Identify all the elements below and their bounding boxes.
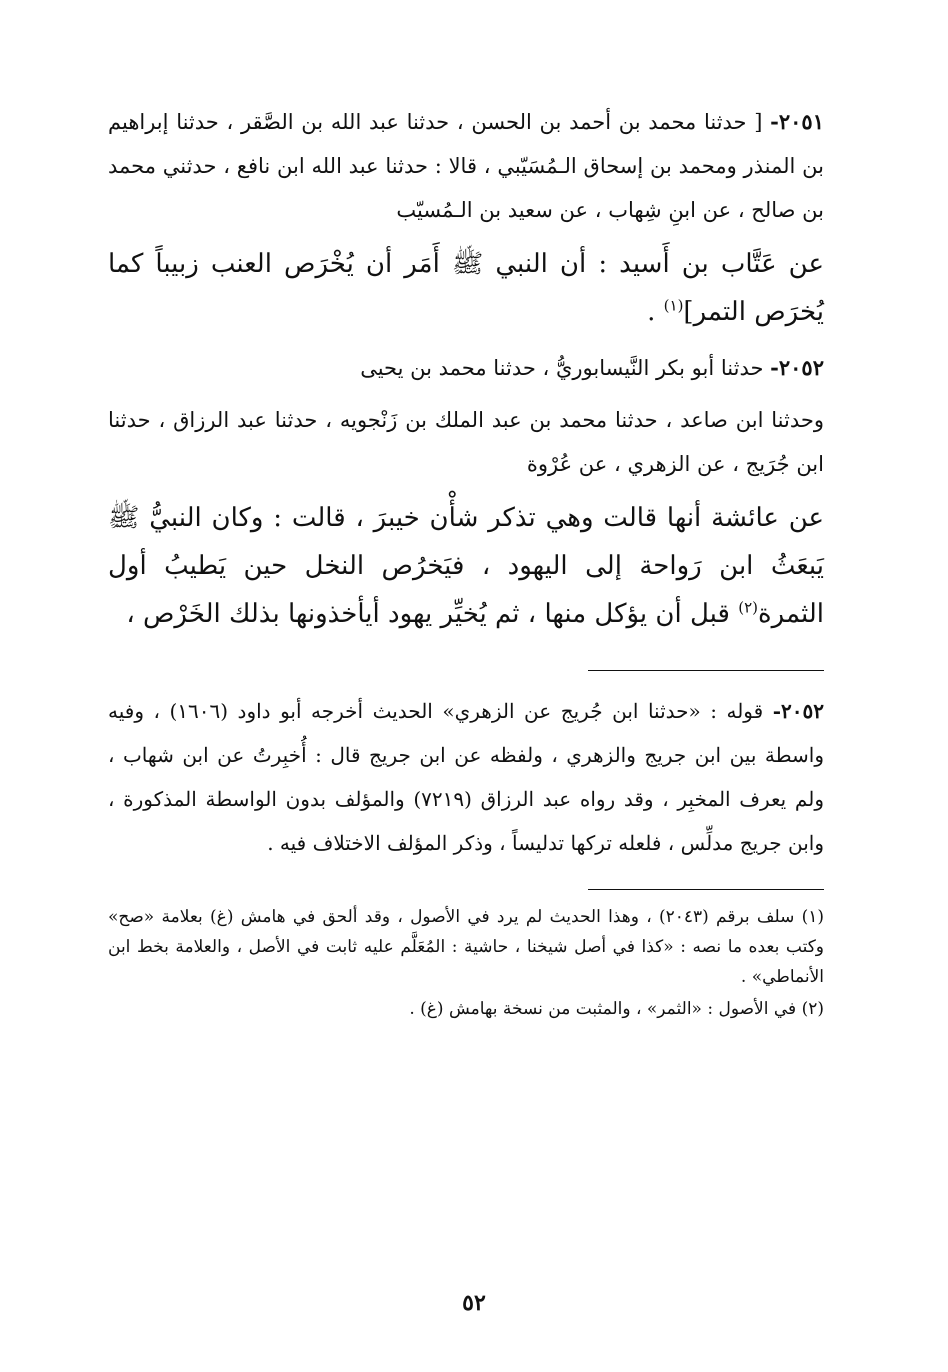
footnote-divider xyxy=(588,889,824,890)
isnad-text: [ حدثنا محمد بن أحمد بن الحسن ، حدثنا عبد الله بن الصَّقر ، حدثنا إبراهيم بن المنذر ومحمد بن إسحاق الـمُسَيّبي ، قالا : حدثنا عبد الله ابن نافع ، حدثني محمد بن صالح ، عن ابنِ شِهاب ، عن سعيد بن الـمُسيّب xyxy=(108,110,824,222)
hadith-number: ٢٠٥١- xyxy=(770,109,824,134)
commentary-text: قوله : «حدثنا ابن جُريج عن الزهري» الحديث أخرجه أبو داود (١٦٠٦) ، وفيه واسطة بين ابن جريج والزهري ، ولفظه عن ابن جريج قال : أُخبِرتُ عن ابن شهاب ، ولم يعرف المخبِر ، وقد رواه عبد الرزاق (٧٢١٩) والمؤلف بدون الواسطة المذكورة ، وابن جريج مدلِّس ، فلعله تركها تدليساً ، وذكر المؤلف الاختلاف فيه . xyxy=(108,699,824,855)
commentary-2052 xyxy=(108,689,824,865)
isnad-text: وحدثنا ابن صاعد ، حدثنا محمد بن عبد الملك بن زَنْجويه ، حدثنا عبد الرزاق ، حدثنا ابن جُرَيج ، عن الزهري ، عن عُرْوة xyxy=(108,408,824,476)
hadith-2052-matn xyxy=(108,494,824,638)
hadith-2052-isnad-1 xyxy=(108,346,824,390)
matn-end: . xyxy=(647,297,664,327)
page-number: ٥٢ xyxy=(462,1290,486,1316)
commentary-divider xyxy=(588,670,824,671)
footnote-2: (٢) في الأصول : «الثمر» ، والمثبت من نسخة بهامش (غ) . xyxy=(409,999,824,1019)
footnote-ref: (١) xyxy=(663,296,684,315)
hadith-2051-matn xyxy=(108,240,824,336)
footnote-ref: (٢) xyxy=(738,598,758,617)
isnad-text: حدثنا أبو بكر النَّيسابوريُّ ، حدثنا محمد بن يحيى xyxy=(360,356,764,380)
hadith-number: ٢٠٥٢- xyxy=(770,355,824,380)
hadith-2051-isnad xyxy=(108,100,824,232)
matn-text: عن عَتَّاب بن أَسيد : أن النبي ﷺ أَمَر أن يُخْرَص العنب زبيباً كما يُخرَص التمر] xyxy=(108,249,824,327)
matn-text: عن عائشة أنها قالت وهي تذكر شأْن خيبرَ ، قالت : وكان النبيُّ ﷺ يَبعَثُ ابن رَواحة إلى اليهود ، فيَخرُص النخل حين يَطيبُ أول الثمرة xyxy=(108,503,824,629)
matn-text-continued: قبل أن يؤكل منها ، ثم يُخيِّر يهود أيأخذونها بذلك الخَرْص ، xyxy=(126,599,739,629)
footnote-1: (١) سلف برقم (٢٠٤٣) ، وهذا الحديث لم يرد في الأصول ، وقد ألحق في هامش (غ) بعلامة «صح» وكتب بعده ما نصه : «كذا في أصل شيخنا ، حاشية : المُعَلَّم عليه ثابت في الأصل ، والعلامة بخط ابن الأنماطي» . xyxy=(108,907,824,987)
hadith-2052-isnad-2 xyxy=(108,398,824,486)
page-body xyxy=(108,100,824,1026)
commentary-number: ٢٠٥٢- xyxy=(772,699,825,723)
